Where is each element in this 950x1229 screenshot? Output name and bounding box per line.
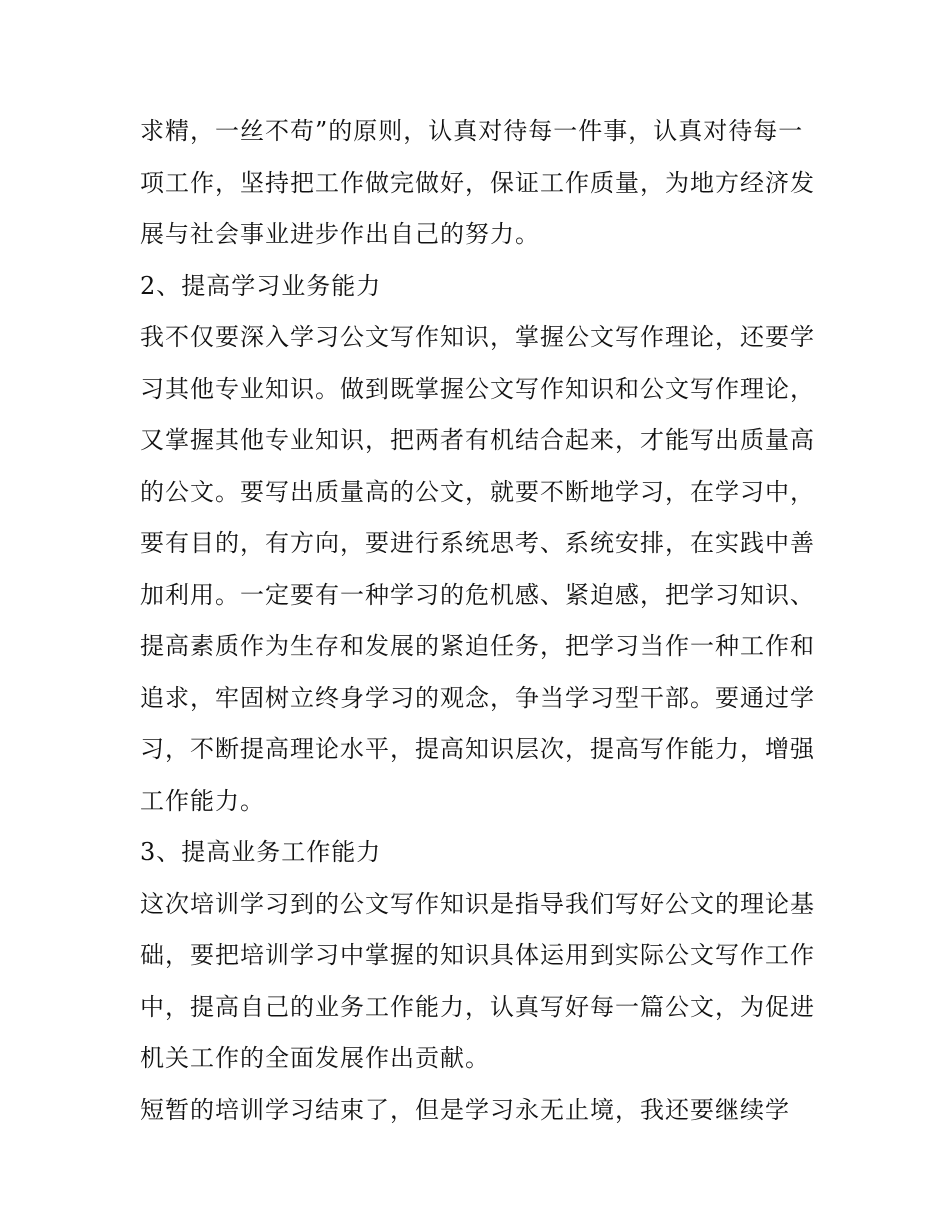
section-heading: 3、提高业务工作能力 (140, 838, 382, 866)
text-line: 习其他专业知识。做到既掌握公文写作知识和公文写作理论， (140, 374, 815, 403)
text-line: 项工作，坚持把工作做完做好，保证工作质量，为地方经济发 (140, 168, 815, 197)
text-line: 展与社会事业进步作出自己的努力。 (140, 220, 540, 248)
text-line: 求精，一丝不苟”的原则，认真对待每一件事，认真对待每一 (140, 117, 804, 145)
text-line: 加利用。一定要有一种学习的危机感、紧迫感，把学习知识、 (140, 580, 815, 609)
text-line: 追求，牢固树立终身学习的观念，争当学习型干部。要通过学 (140, 683, 815, 712)
document-body (140, 106, 820, 1136)
text-line: 工作能力。 (140, 786, 265, 815)
text-line: 短暂的培训学习结束了，但是学习永无止境，我还要继续学 (140, 1095, 790, 1124)
text-line: 这次培训学习到的公文写作知识是指导我们写好公文的理论基 (140, 889, 815, 918)
section-heading: 2、提高学习业务能力 (140, 271, 382, 300)
text-line: 机关工作的全面发展作出贡献。 (140, 1044, 490, 1072)
text-line: 我不仅要深入学习公文写作知识，掌握公文写作理论，还要学 (140, 323, 815, 351)
text-line: 又掌握其他专业知识，把两者有机结合起来，才能写出质量高 (140, 426, 815, 454)
text-line: 要有目的，有方向，要进行系统思考、系统安排，在实践中善 (140, 529, 815, 557)
text-line: 中，提高自己的业务工作能力，认真写好每一篇公文，为促进 (140, 992, 815, 1021)
text-line: 提高素质作为生存和发展的紧迫任务，把学习当作一种工作和 (140, 632, 815, 660)
text-line: 习，不断提高理论水平，提高知识层次，提高写作能力，增强 (140, 735, 815, 763)
text-line: 础，要把培训学习中掌握的知识具体运用到实际公文写作工作 (140, 941, 815, 969)
text-line: 的公文。要写出质量高的公文，就要不断地学习，在学习中， (140, 477, 815, 506)
